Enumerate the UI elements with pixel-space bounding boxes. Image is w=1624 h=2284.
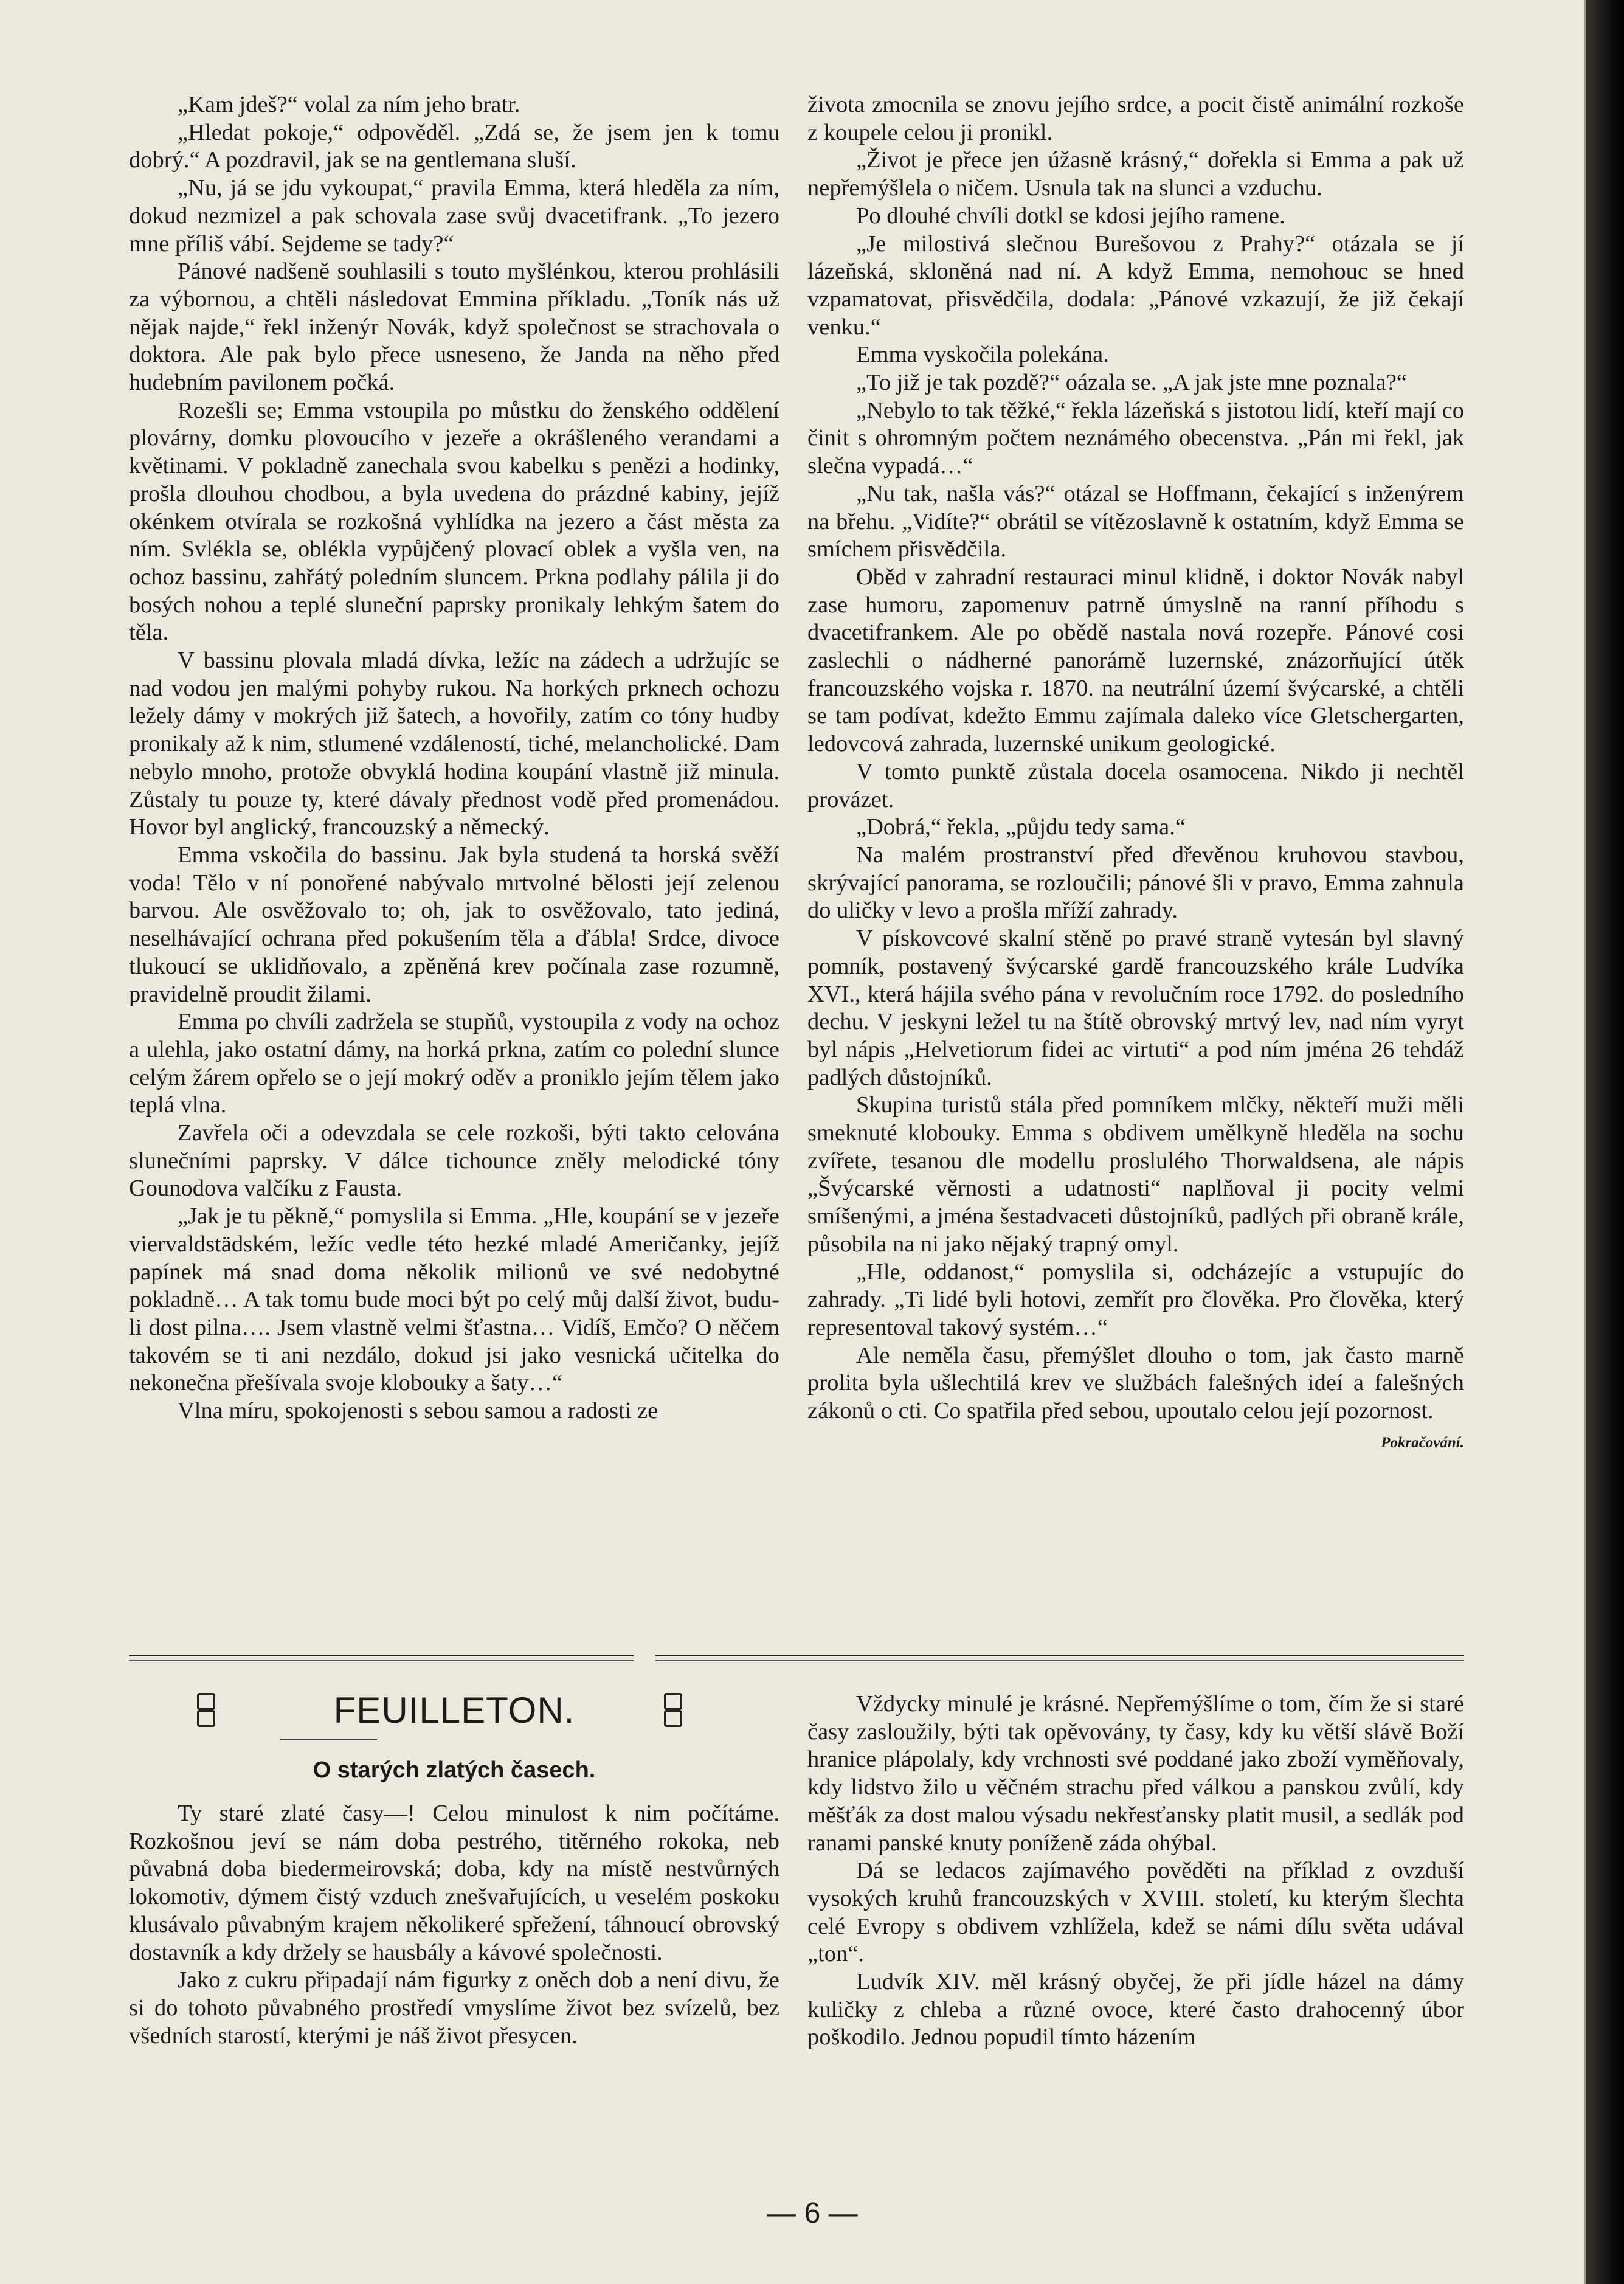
paragraph: V pískovcové skalní stěně po pravé straně vytesán byl slavný pomník, postavený švýcarské gardě francouzského krále Ludvíka XVI., která hájila svého pána v revolučním roce 1792. do posledního dechu. V jeskyni ležel tu na štítě obrovský mrtvý lev, nad ním vyryt byl nápis „Helvetiorum fidei ac virtuti“ a pod ním jména 26 tehdáž padlých důstojníků.: [807, 926, 1464, 1090]
paragraph: Ty staré zlaté časy—! Celou minulost k nim počítáme. Rozkošnou jeví se nám doba pestrého, titěrného rokoka, neb půvabná doba biedermeirovská; doba, kdy na místě nestvůrných lokomotiv, dýmem čistý vzduch znešvařujících, u veselém poskoku klusávalo půvabným krajem několikeré spřežení, táhnoucí obrovský dostavník a kdy držely se hausbály a kávové společnosti.: [129, 1801, 779, 1965]
story-column-right: [807, 91, 1464, 1456]
paragraph: Ludvík XIV. měl krásný obyčej, že při jídle házel na dámy kuličky z chleba a různé ovoce, které často drahocenný úbor poškodilo. Jednou popudil tímto házením: [807, 1969, 1464, 2050]
section-divider-right: [655, 1655, 1464, 1656]
section-divider-right-thin: [655, 1660, 1464, 1661]
binding-spine: [1586, 0, 1624, 2284]
paragraph: Dá se ledacos zajímavého pověděti na příklad z ovzduší vysokých kruhů francouzských v XVIII. století, ku kterým šlechta celé Evropy s obdivem vzhlížela, kdež se námi dílu světa udával „ton“.: [807, 1858, 1464, 1967]
section-divider-left: [129, 1655, 634, 1656]
paragraph: Po dlouhé chvíli dotkl se kdosi jejího ramene.: [856, 202, 1285, 229]
feuilleton-column-left: [129, 1800, 779, 2050]
title-underline: [280, 1739, 377, 1740]
paragraph: života zmocnila se znovu jejího srdce, a pocit čistě animální rozkoše z koupele celou ji pronikl.: [807, 92, 1464, 145]
paragraph: Rozešli se; Emma vstoupila po můstku do ženského oddělení plovárny, domku plovoucího v jezeře a okrášleného verandami a květinami. V pokladně zanechala svou kabelku s penězi a hodinky, prošla dlouhou chodbou, a byla uvedena do prázdné kabiny, jejíž okénkem otvírala se rozkošná vyhlídka na jezero a část města za ním. Svlékla se, oblékla vypůjčený plovací oblek a vyšla ven, na ochoz bassinu, zahřátý poledním sluncem. Prkna podlahy pálila ji do bosých nohou a teplé sluneční paprsky pronikaly lehkým šatem do těla.: [129, 397, 779, 646]
paragraph: „Nebylo to tak těžké,“ řekla lázeňská s jistotou lidí, kteří mají co činit s ohromným počtem neznámého obecenstva. „Pán mi řekl, jak slečna vypadá…“: [807, 397, 1464, 479]
paragraph: Oběd v zahradní restauraci minul klidně, i doktor Novák nabyl zase humoru, zapomenuv patrně úmyslně na ranní příhodu s dvacetifrankem. Ale po obědě nastala nová rozepře. Pánové cosi zaslechli o nádherné panorámě luzernské, znázorňující útěk francouzského vojska r. 1870. na neutrální území švýcarské, a chtěli se tam podívat, kdežto Emmu zajímala daleko více Gletschergarten, ledovcová zahrada, luzernské unikum geologické.: [807, 564, 1464, 757]
paragraph: V bassinu plovala mladá dívka, ležíc na zádech a udržujíc se nad vodou jen malými pohyby rukou. Na horkých prknech ochozu ležely dámy v mokrých již šatech, a hovořily, zatím co tóny hudby pronikaly až k nim, stlumené vzdáleností, tiché, melancholické. Dam nebylo mnoho, protože obvyklá hodina koupání vlastně již minula. Zůstaly tu pouze ty, které dávaly přednost vodě před promenádou. Hovor byl anglický, francouzský a německý.: [129, 648, 779, 840]
section-divider-left-thin: [129, 1660, 634, 1661]
paragraph: „Život je přece jen úžasně krásný,“ dořekla si Emma a pak už nepřemýšlela o ničem. Usnula tak na slunci a vzduchu.: [807, 147, 1464, 201]
paragraph: Pánové nadšeně souhlasili s touto myšlénkou, kterou prohlásili za výbornou, a chtěli následovat Emmina příkladu. „Toník nás už nějak najde,“ řekl inženýr Novák, když společnost se strachovala o doktora. Ale pak bylo přece usneseno, že Janda na něho před hudebním pavilonem počká.: [129, 258, 779, 396]
page-edge: [1584, 0, 1586, 2284]
paragraph: V tomto punktě zůstala docela osamocena. Nikdo ji nechtěl provázet.: [807, 758, 1464, 812]
paragraph: Zavřela oči a odevzdala se cele rozkoši, býti takto celována slunečními paprsky. V dálce tichounce zněly melodické tóny Gounodova valčíku z Fausta.: [129, 1120, 779, 1202]
paragraph: [807, 1342, 1464, 1451]
paragraph: „Dobrá,“ řekla, „půjdu tedy sama.“: [856, 814, 1186, 840]
story-column-left: [129, 91, 779, 1425]
paragraph: „Nu tak, našla vás?“ otázal se Hoffmann, čekající s inženýrem na břehu. „Vidíte?“ obrátil se vítězoslavně k ostatním, když Emma se smíchem přisvědčila.: [807, 480, 1464, 562]
paragraph: „To již je tak pozdě?“ oázala se. „A jak jste mne poznala?“: [856, 370, 1407, 396]
paragraph: Emma po chvíli zadržela se stupňů, vystoupila z vody na ochoz a ulehla, jako ostatní dámy, na horká prkna, zatím co polední slunce celým žárem opřelo se o její mokrý oděv a proniklo jejím tělem jako teplá vlna.: [129, 1009, 779, 1118]
continuation-note: Pokračování.: [1381, 1434, 1464, 1451]
paragraph: Jako z cukru připadají nám figurky z oněch dob a není divu, že si do tohoto půvabného prostředí vmyslíme život bez svízelů, bez všedních starostí, kterými je náš život přesycen.: [129, 1967, 779, 2049]
paragraph: „Kam jdeš?“ volal za ním jeho bratr.: [178, 92, 520, 117]
ornament-icon: [664, 1693, 681, 1727]
paragraph: Emma vskočila do bassinu. Jak byla studená ta horská svěží voda! Tělo v ní ponořené nabývalo mrtvolné bělosti její zelenou barvou. Ale osvěžovalo to; oh, jak to osvěžovalo, tato jediná, neselhávající ochrana před pokušením těla a ďábla! Srdce, divoce tlukoucí se uklidňovalo, a zpěněná krev počínala zase rozumně, pravidelně proudit žilami.: [129, 842, 779, 1007]
paragraph: „Nu, já se jdu vykoupat,“ pravila Emma, která hleděla za ním, dokud nezmizel a pak schovala zase svůj dvacetifrank. „To jezero mne příliš vábí. Sejdeme se tady?“: [129, 175, 779, 257]
feuilleton-title: FEUILLETON.: [333, 1690, 575, 1731]
paragraph: Vždycky minulé je krásné. Nepřemýšlíme o tom, čím že si staré časy zasloužily, býti tak opěvovány, ty časy, kdy ku větší slávě Boží hranice plápolaly, kdy vrchnosti své poddané jako zboží vyměňovaly, kdy lidstvo žilo u věčném strachu před válkou a panskou zvůlí, kdy měšťák za dost malou výsadu nekřesťansky platit musil, a sedlák pod ranami panské knuty poníženě záda ohýbal.: [807, 1691, 1464, 1856]
paragraph: Skupina turistů stála před pomníkem mlčky, někteří muži měli smeknuté klobouky. Emma s obdivem umělkyně hleděla na sochu zvířete, tesanou dle modellu proslulého Thorwaldsena, ale nápis „Švýcarské věrnosti a udatnosti“ naplňoval ji pocity velmi smíšenými, a jména šestadvaceti důstojníků, padlých při obraně krále, působila na ni jako nějaký trapný omyl.: [807, 1092, 1464, 1257]
paragraph: Na malém prostranství před dřevěnou kruhovou stavbou, skrývající panorama, se rozloučili; pánové šli v pravo, Emma zahnula do uličky v levo a prošla mříží zahrady.: [807, 842, 1464, 924]
page-number: — 6 —: [767, 2197, 858, 2229]
paragraph-text: Ale neměla času, přemýšlet dlouho o tom, jak často marně prolita byla ušlechtilá krev ve službách falešných ideí a falešných zákonů o cti. Co spatřila před sebou, upoutalo celou její pozornost.: [807, 1342, 1464, 1424]
paragraph: „Je milostivá slečnou Burešovou z Prahy?“ otázala se jí lázeňská, skloněná nad ní. A když Emma, nemohouc se hned vzpamatovat, přisvědčila, dodala: „Pánové vzkazují, že již čekají venku.“: [807, 230, 1464, 340]
paragraph: „Hledat pokoje,“ odpověděl. „Zdá se, že jsem jen k tomu dobrý.“ A pozdravil, jak se na gentlemana sluší.: [129, 119, 779, 173]
paragraph: Emma vyskočila polekána.: [856, 342, 1109, 368]
feuilleton-header: [129, 1684, 779, 1739]
paragraph: „Jak je tu pěkně,“ pomyslila si Emma. „Hle, koupání se v jezeře viervaldstädském, ležíc vedle této hezké mladé Američanky, jejíž papínek má snad doma několik milionů ve své nedobytné pokladně… A tak tomu bude moci být po celý můj další život, budu-li dost pilna…. Jsem vlastně velmi šťastna… Vidíš, Emčo? O něčem takovém se ti ani nezdálo, dokud jsi jako vesnická učitelka do nekonečna přešívala svoje klobouky a šaty…“: [129, 1203, 779, 1396]
paragraph: „Hle, oddanost,“ pomyslila si, odcházejíc a vstupujíc do zahrady. „Ti lidé byli hotovi, zemřít pro člověka. Pro člověka, který representoval takový systém…“: [807, 1259, 1464, 1340]
feuilleton-column-right: [807, 1691, 1464, 2052]
paragraph: Vlna míru, spokojenosti s sebou samou a radosti ze: [178, 1398, 658, 1424]
feuilleton-subtitle: O starých zlatých časech.: [313, 1757, 596, 1783]
